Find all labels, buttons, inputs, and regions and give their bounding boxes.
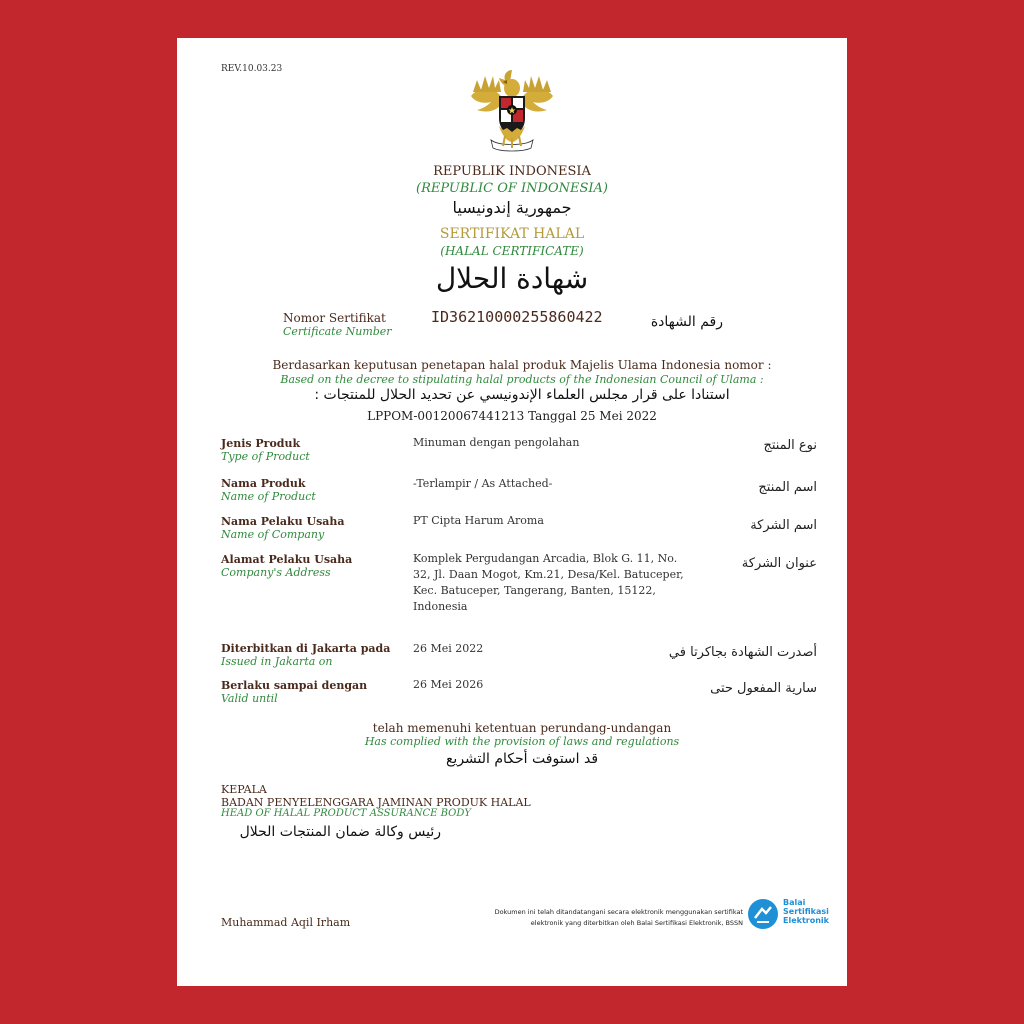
bsre-text-line3: Elektronik (783, 916, 829, 925)
company-name-label-arabic: اسم الشركة (750, 518, 817, 533)
bsre-logo-text (783, 898, 829, 925)
esign-note-line1: Dokumen ini telah ditandatangani secara elektronik menggunakan sertifikat (494, 908, 743, 916)
agency-name-arabic: رئيس وكالة ضمان المنتجات الحلال (239, 824, 441, 840)
product-type-label: Jenis Produk (221, 437, 301, 450)
issued-label-english: Issued in Jakarta on (221, 655, 333, 668)
decree-arabic: استنادا على قرار مجلس العلماء الإندونيسي عن تحديد الحلال للمنتجات : (314, 387, 730, 403)
country-arabic: جمهورية إندونيسيا (452, 198, 572, 217)
issued-label: Diterbitkan di Jakarta pada (221, 642, 391, 655)
cert-number-label-english: Certificate Number (283, 325, 392, 338)
decree-indonesian: Berdasarkan keputusan penetapan halal produk Majelis Ulama Indonesia nomor : (272, 358, 772, 372)
country-indonesian: REPUBLIK INDONESIA (433, 164, 591, 179)
head-title: KEPALA (221, 783, 267, 796)
cert-number-label: Nomor Sertifikat (283, 311, 386, 325)
valid-label: Berlaku sampai dengan (221, 679, 368, 692)
bsre-text-line1: Balai (783, 898, 806, 907)
issued-label-arabic: أصدرت الشهادة بجاكرتا في (668, 645, 817, 660)
cert-number-label-arabic: رقم الشهادة (650, 314, 723, 330)
company-address-label-english: Company's Address (221, 566, 331, 579)
valid-label-english: Valid until (221, 692, 278, 705)
agency-name: BADAN PENYELENGGARA JAMINAN PRODUK HALAL (221, 796, 531, 809)
product-type-label-arabic: نوع المنتج (763, 438, 817, 453)
valid-label-arabic: سارية المفعول حتى (710, 681, 817, 696)
cert-title-indonesian: SERTIFIKAT HALAL (439, 226, 585, 242)
issued-value: 26 Mei 2022 (413, 642, 484, 655)
cert-title-arabic: شهادة الحلال (435, 262, 589, 295)
company-name-label: Nama Pelaku Usaha (221, 515, 345, 528)
company-address-label-arabic: عنوان الشركة (741, 556, 817, 571)
valid-value: 26 Mei 2026 (413, 678, 484, 691)
product-name-value: -Terlampir / As Attached- (413, 477, 553, 490)
compliance-english: Has complied with the provision of laws and regulations (364, 735, 680, 748)
decree-reference: LPPOM-00120067441213 Tanggal 25 Mei 2022 (367, 409, 657, 423)
compliance-indonesian: telah memenuhi ketentuan perundang-undangan (372, 721, 672, 735)
revision-code: REV.10.03.23 (221, 64, 283, 74)
cert-title-english: (HALAL CERTIFICATE) (440, 244, 584, 258)
cert-number-value: ID36210000255860422 (431, 308, 603, 326)
decree-english: Based on the decree to stipulating halal products of the Indonesian Council of Ulama : (280, 373, 764, 386)
company-name-label-english: Name of Company (221, 528, 325, 541)
company-address-label: Alamat Pelaku Usaha (221, 553, 353, 566)
product-name-label-english: Name of Product (221, 490, 316, 503)
esign-note-line2: elektronik yang diterbitkan oleh Balai Sertifikasi Elektronik, BSSN (530, 919, 743, 927)
product-type-value: Minuman dengan pengolahan (413, 436, 580, 449)
product-name-label-arabic: اسم المنتج (758, 480, 817, 495)
bsre-text-line2: Sertifikasi (783, 907, 829, 916)
company-name-value: PT Cipta Harum Aroma (413, 514, 544, 527)
agency-name-english: HEAD OF HALAL PRODUCT ASSURANCE BODY (221, 808, 471, 819)
signer-name: Muhammad Aqil Irham (221, 916, 351, 929)
product-type-label-english: Type of Product (221, 450, 310, 463)
certificate-page (177, 38, 847, 986)
country-english: (REPUBLIC OF INDONESIA) (416, 181, 608, 196)
product-name-label: Nama Produk (221, 477, 306, 490)
garuda-emblem-icon (469, 66, 555, 156)
company-address-value: Komplek Pergudangan Arcadia, Blok G. 11, No. 32, Jl. Daan Mogot, Km.21, Desa/Kel. Batuceper, Kec. Batuceper, Tangerang, Banten, 15122, Indonesia (413, 552, 684, 613)
bsre-logo-icon (747, 898, 779, 930)
compliance-arabic: قد استوفت أحكام التشريع (445, 751, 599, 767)
